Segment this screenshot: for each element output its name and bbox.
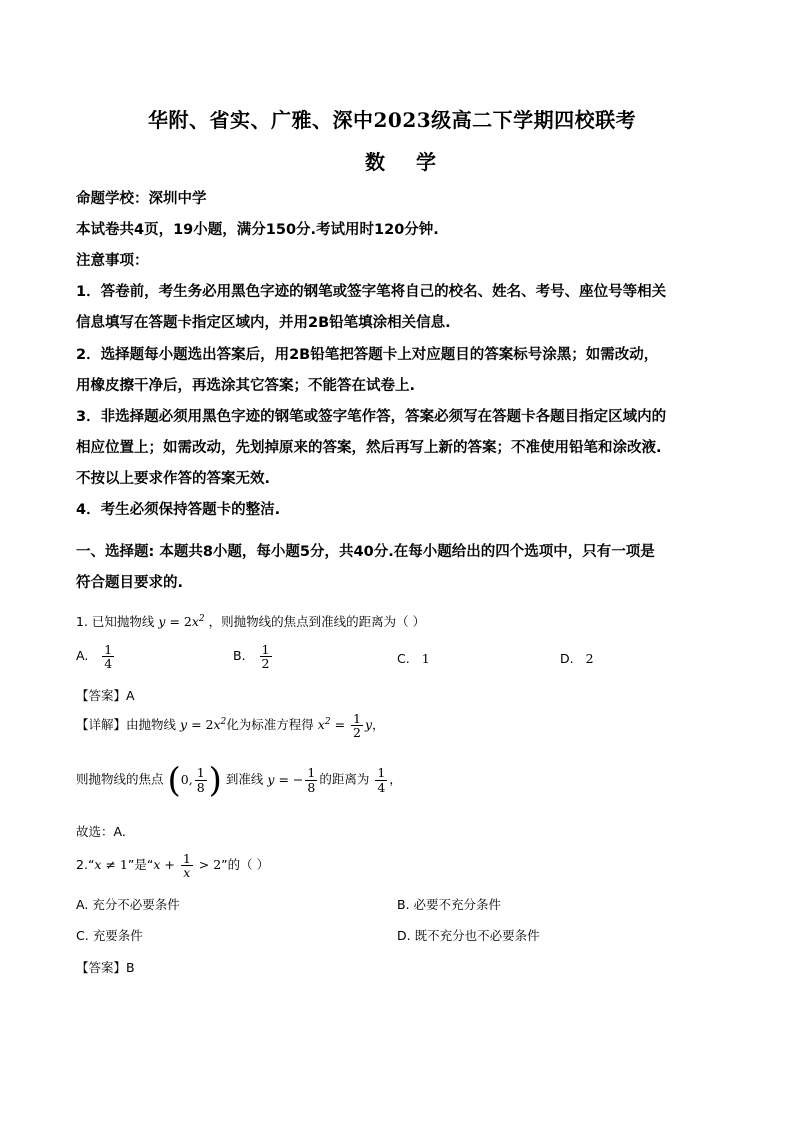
q1-prefix: 1. 已知抛物线 xyxy=(76,614,155,629)
note2-line2: 用橡皮擦干净后，再选涂其它答案；不能答在试卷上. xyxy=(76,378,416,394)
note1-line2: 信息填写在答题卡指定区域内，并用2B铅笔填涂相关信息. xyxy=(76,315,451,331)
note4-line: 4．考生必须保持答题卡的整洁. xyxy=(76,502,281,518)
q2-cond2: “x + $\frac{1}{x}$ > 2” xyxy=(146,851,228,881)
note2-line1: 2．选择题每小题选出答案后，用2B铅笔把答题卡上对应题目的答案标号涂黑；如需改动， xyxy=(76,347,659,363)
q1-focus: (0, $\frac{1}{8}$ ) xyxy=(167,760,222,800)
option-letter: D. xyxy=(560,651,574,666)
option-letter: A. xyxy=(76,897,89,912)
option-text: 既不充分也不必要条件 xyxy=(414,928,540,943)
q1-answer: 【答案】A xyxy=(76,688,135,703)
option-letter: C. xyxy=(76,928,89,943)
q1-line2-end: ， xyxy=(389,771,402,787)
section1-line2: 符合题目要求的. xyxy=(76,575,184,591)
q1-option-d xyxy=(560,651,594,666)
q1-option-a xyxy=(76,643,116,670)
q2-option-d xyxy=(397,926,540,944)
option-text: 充要条件 xyxy=(92,928,143,943)
q1-option-a-value: $\frac{1}{4}$ xyxy=(104,642,113,672)
q1-distance: $\frac{1}{4}$ xyxy=(377,765,386,795)
q1-equation: $y = 2x^2$ xyxy=(158,613,205,629)
q2-mid: 是 xyxy=(134,857,147,873)
q2-stem xyxy=(76,852,269,879)
q2-suffix: 的（ ） xyxy=(227,857,270,873)
q1-suffix: ，则抛物线的焦点到准线的距离为（ ） xyxy=(208,614,426,629)
q1-option-c xyxy=(397,651,430,666)
q1-stem xyxy=(76,612,425,630)
q1-detail-end: ， xyxy=(372,717,385,733)
q1-detail-line1 xyxy=(76,712,385,739)
q1-conclusion: 故选：A. xyxy=(76,824,126,839)
school-line: 命题学校：深圳中学 xyxy=(76,191,207,207)
exam-title: 华附、省实、广雅、深中2023级高二下学期四校联考 xyxy=(148,108,637,132)
q1-detail-eq1: $y = 2x^2$ xyxy=(180,716,227,733)
q1-option-d-value: 2 xyxy=(585,651,594,666)
section1-line1: 一、选择题: 本题共8小题，每小题5分，共40分.在每小题给出的四个选项中，只有一项是 xyxy=(76,544,655,560)
note1-line1: 1．答卷前，考生务必用黑色字迹的钢笔或签字笔将自己的校名、姓名、考号、座位号等相关 xyxy=(76,284,667,300)
q1-line2-text3: 的距离为 xyxy=(319,771,370,787)
option-letter: A. xyxy=(76,648,89,664)
q1-option-b-value: $\frac{1}{2}$ xyxy=(261,642,270,672)
q1-option-b xyxy=(233,643,274,670)
q1-directrix: y = − $\frac{1}{8}$ xyxy=(267,765,316,795)
q1-detail-text2: 化为标准方程得 xyxy=(226,717,314,733)
subject-title: 数 学 xyxy=(365,150,448,174)
q2-option-c xyxy=(76,926,143,944)
option-letter: B. xyxy=(233,648,246,664)
option-text: 充分不必要条件 xyxy=(92,897,180,912)
q1-detail-text1: 由抛物线 xyxy=(126,717,177,733)
note3-line1: 3．非选择题必须用黑色字迹的钢笔或签字笔作答，答案必须写在答题卡各题目指定区域内的 xyxy=(76,409,667,425)
note3-line2: 相应位置上；如需改动，先划掉原来的答案，然后再写上新的答案；不准使用铅笔和涂改液. xyxy=(76,440,662,456)
q1-detail-eq2: $x^2$ = $\frac{1}{2}$ y xyxy=(317,711,373,741)
q2-cond1: “x ≠ 1” xyxy=(87,857,135,873)
option-letter: B. xyxy=(397,897,410,912)
notice-title: 注意事项： xyxy=(76,253,149,269)
q1-line2-text2: 到准线 xyxy=(225,771,264,787)
option-letter: C. xyxy=(397,651,410,666)
q1-detail-line2 xyxy=(76,760,402,800)
q2-option-a xyxy=(76,895,180,913)
q1-line2-text1: 则抛物线的焦点 xyxy=(76,771,164,787)
summary-line: 本试卷共4页，19小题，满分150分.考试用时120分钟. xyxy=(76,222,439,238)
q1-option-c-value: 1 xyxy=(421,651,430,666)
q2-option-b xyxy=(397,895,501,913)
q2-prefix: 2. xyxy=(76,857,88,873)
q2-answer: 【答案】B xyxy=(76,960,135,975)
option-text: 必要不充分条件 xyxy=(413,897,502,912)
q1-detail-label: 【详解】 xyxy=(76,717,127,733)
option-letter: D. xyxy=(397,928,411,943)
note3-line3: 不按以上要求作答的答案无效. xyxy=(76,471,271,487)
